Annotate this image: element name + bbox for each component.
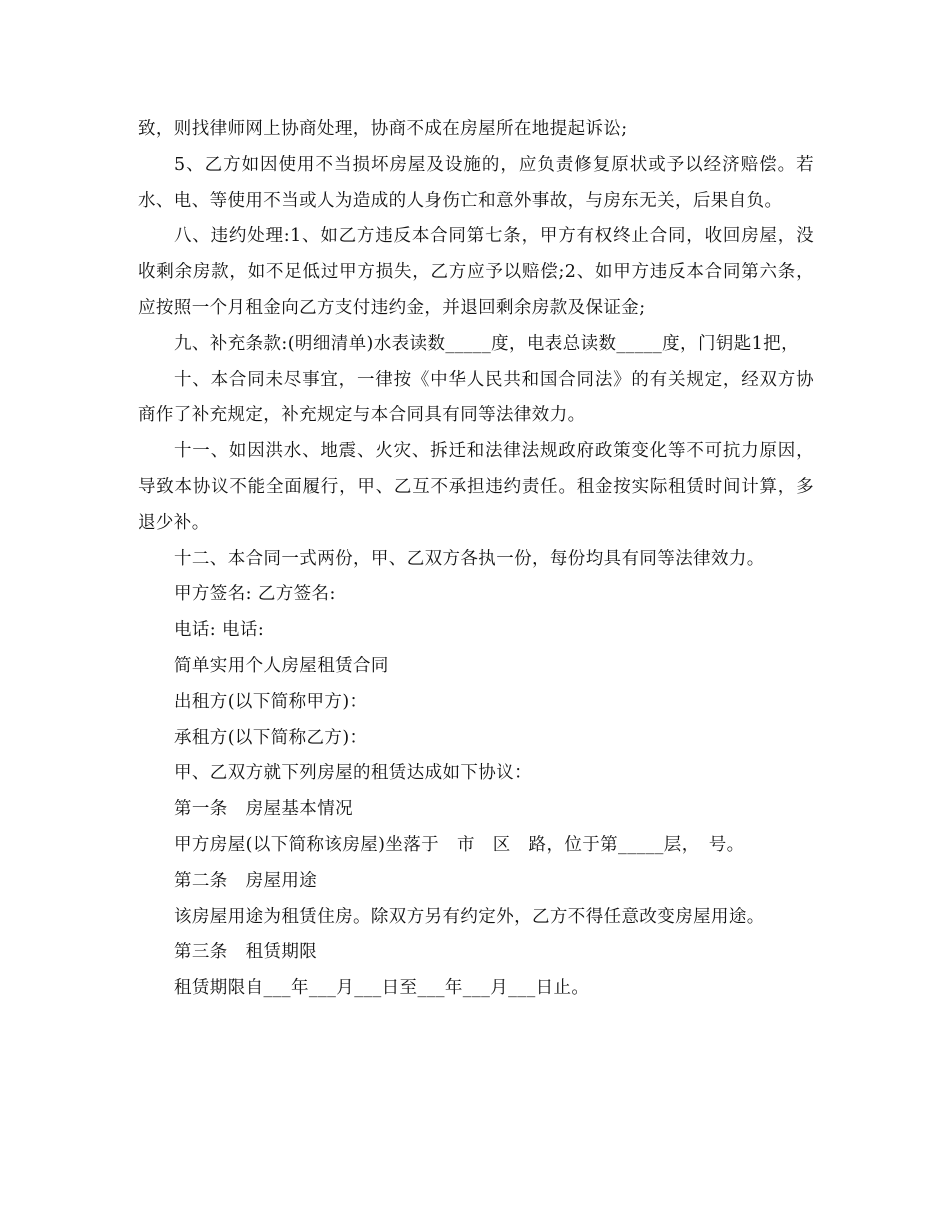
paragraph-damage-liability: 5、乙方如因使用不当损坏房屋及设施的，应负责修复原状或予以经济赔偿。若水、电、等使用不当或人为造成的人身伤亡和意外事故，与房东无关，后果自负。	[138, 154, 814, 211]
lessee-line: 承租方(以下简称乙方)：	[174, 727, 368, 748]
paragraph-breach-handling: 八、违约处理:1、如乙方违反本合同第七条，甲方有权终止合同，收回房屋，没收剩余房款，如不足低过甲方损失，乙方应予以赔偿;2、如甲方违反本合同第六条，应按照一个月租金向乙方支付违约金，并退回剩余房款及保证金;	[138, 226, 814, 318]
signature-line: 甲方签名: 乙方签名:	[174, 584, 336, 605]
article-3-content: 租赁期限自___年___月___日至___年___月___日止。	[174, 978, 590, 999]
paragraph-copies: 十二、本合同一式两份，甲、乙双方各执一份，每份均具有同等法律效力。	[174, 548, 765, 569]
paragraph-dispute-resolution: 致，则找律师网上协商处理，协商不成在房屋所在地提起诉讼;	[138, 119, 628, 139]
document-body	[138, 112, 814, 1007]
paragraph-supplementary-terms: 九、补充条款:(明细清单)水表读数_____度，电表总读数_____度，门钥匙1把，	[174, 333, 799, 354]
article-1-heading: 第一条 房屋基本情况	[174, 799, 353, 820]
phone-line: 电话: 电话:	[174, 620, 265, 641]
lessor-line: 出租方(以下简称甲方)：	[174, 691, 368, 712]
article-2-heading: 第二条 房屋用途	[174, 870, 318, 891]
article-3-heading: 第三条 租赁期限	[174, 942, 318, 963]
contract-title: 简单实用个人房屋租赁合同	[174, 655, 389, 676]
agreement-intro: 甲、乙双方就下列房屋的租赁达成如下协议：	[174, 763, 532, 784]
article-1-content: 甲方房屋(以下简称该房屋)坐落于 市 区 路，位于第_____层， 号。	[174, 834, 745, 855]
paragraph-unresolved-matters: 十、本合同未尽事宜，一律按《中华人民共和国合同法》的有关规定，经双方协商作了补充规定，补充规定与本合同具有同等法律效力。	[138, 369, 814, 426]
paragraph-force-majeure: 十一、如因洪水、地震、火灾、拆迁和法律法规政府政策变化等不可抗力原因，导致本协议不能全面履行，甲、乙互不承担违约责任。租金按实际租赁时间计算，多退少补。	[138, 441, 814, 533]
article-2-content: 该房屋用途为租赁住房。除双方另有约定外，乙方不得任意改变房屋用途。	[174, 906, 765, 927]
